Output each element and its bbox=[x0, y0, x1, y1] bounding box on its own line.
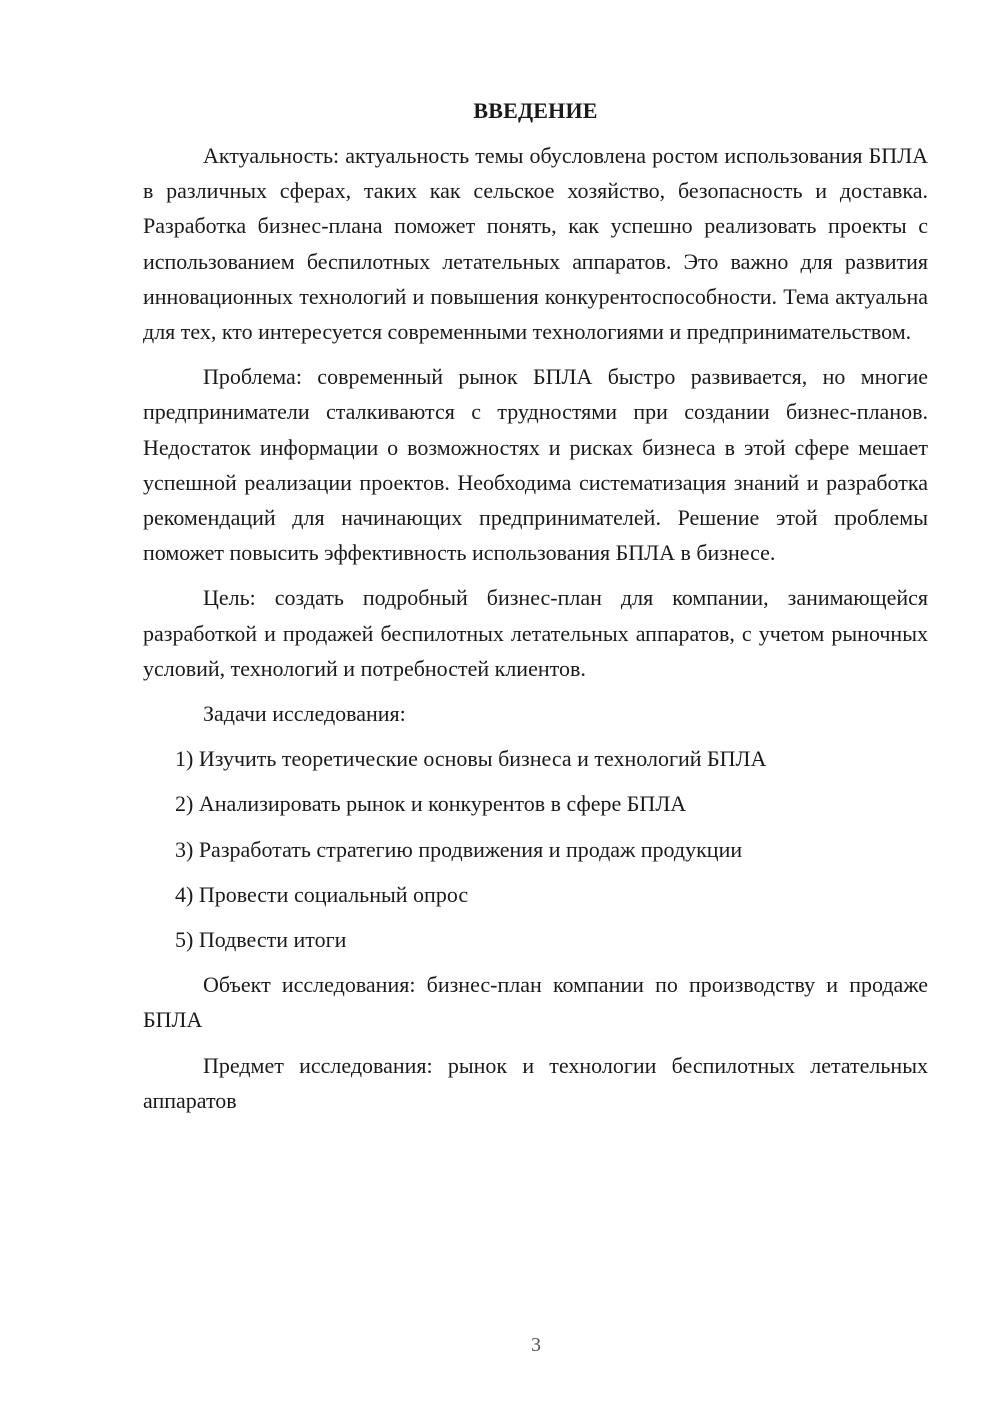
tasks-heading: Задачи исследования: bbox=[203, 701, 406, 727]
document-page bbox=[143, 96, 928, 1128]
list-item: 3) Разработать стратегию продвижения и продаж продукции bbox=[175, 836, 743, 862]
page-number: 3 bbox=[531, 1334, 541, 1356]
paragraph-relevance: Актуальность: актуальность темы обусловлена ростом использования БПЛА в различных сферах, таких как сельское хозяйство, безопасность и доставка. Разработка бизнес-плана поможет понять, как успешно реализовать проекты с использованием беспилотных летательных аппаратов. Это важно для развития инновационных технологий и повышения конкурентоспособности. Тема актуальна для тех, кто интересуется современными технологиями и предпринимательством. bbox=[143, 143, 928, 345]
list-item: 5) Подвести итоги bbox=[175, 927, 347, 953]
list-item: 2) Анализировать рынок и конкурентов в сфере БПЛА bbox=[175, 791, 687, 817]
paragraph-problem: Проблема: современный рынок БПЛА быстро развивается, но многие предприниматели сталкиваются с трудностями при создании бизнес-планов. Недостаток информации о возможностях и рисках бизнеса в этой сфере мешает успешной реализации проектов. Необходима систематизация знаний и разработка рекомендаций для начинающих предпринимателей. Решение этой проблемы поможет повысить эффективность использования БПЛА в бизнесе. bbox=[143, 364, 928, 566]
paragraph-goal: Цель: создать подробный бизнес-план для компании, занимающейся разработкой и продажей беспилотных летательных аппаратов, с учетом рыночных условий, технологий и потребностей клиентов. bbox=[143, 585, 928, 681]
paragraph-subject: Предмет исследования: рынок и технологии беспилотных летательных аппаратов bbox=[143, 1052, 928, 1113]
page-title: ВВЕДЕНИЕ bbox=[473, 98, 598, 123]
list-item: 1) Изучить теоретические основы бизнеса и технологий БПЛА bbox=[175, 746, 767, 772]
list-item: 4) Провести социальный опрос bbox=[175, 881, 469, 907]
task-list bbox=[143, 741, 928, 957]
paragraph-object: Объект исследования: бизнес-план компании по производству и продаже БПЛА bbox=[143, 972, 928, 1033]
